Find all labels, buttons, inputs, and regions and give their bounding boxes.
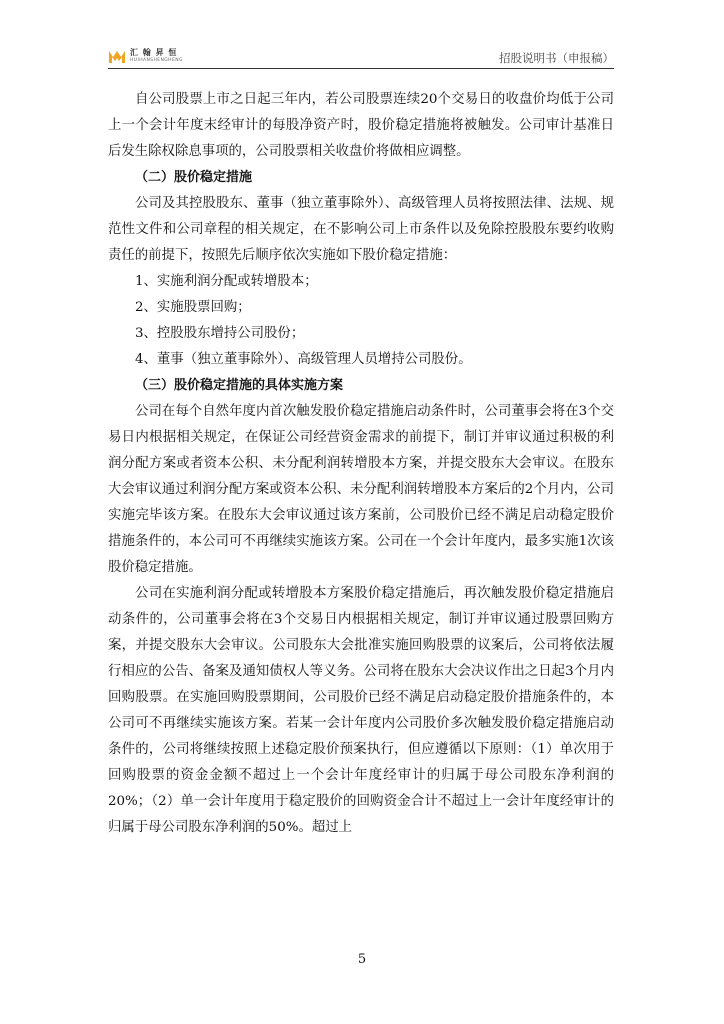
paragraph-profit-distribution: 公司在每个自然年度内首次触发股价稳定措施启动条件时，公司董事会将在3个交易日内根据相关规定，在保证公司经营资金需求的前提下，制订并审议通过积极的利润分配方案或者资本公积、未分配利润转增股本方案，并提交股东大会审议。在股东大会审议通过利润分配方案或资本公积、未分配利润转增股本方案后的2个月内，公司实施完毕该方案。在股东大会审议通过该方案前，公司股价已经不满足启动稳定股价措施条件的，本公司可不再继续实施该方案。公司在一个会计年度内，最多实施1次该股价稳定措施。 [108,404,614,575]
list-item: 2、实施股票回购； [135,300,251,315]
paragraph-share-repurchase: 公司在实施利润分配或转增股本方案股价稳定措施后，再次触发股价稳定措施启动条件的，公司董事会将在3个交易日内根据相关规定，制订并审议通过股票回购方案，并提交股东大会审议。公司股东大会批准实施回购股票的议案后，公司将依法履行相应的公告、备案及通知债权人等义务。公司将在股东大会决议作出之日起3个月内回购股票。在实施回购股票期间，公司股价已经不满足启动稳定股价措施条件的，本公司可不再继续实施该方案。若某一会计年度内公司股价多次触发股价稳定措施启动条件的，公司将继续按照上述稳定股价预案执行，但应遵循以下原则：（1）单次用于回购股票的资金金额不超过上一个会计年度经审计的归属于母公司股东净利润的20%；（2）单一会计年度用于稳定股价的回购资金合计不超过上一会计年度经审计的归属于母公司股东净利润的50%。超过上 [108,586,614,835]
list-item: 3、控股股东增持公司股份； [135,326,305,341]
page-number: 5 [357,952,367,967]
company-logo [108,44,183,68]
logo-name: 汇 翰 昇 恒 [130,47,178,57]
section-heading-3: （三）股价稳定措施的具体实施方案 [135,378,344,393]
paragraph-trigger-condition: 自公司股票上市之日起三年内，若公司股票连续20个交易日的收盘价均低于公司上一个会计年度末经审计的每股净资产时，股价稳定措施将被触发。公司审计基准日后发生除权除息事项的，公司股票相关收盘价将做相应调整。 [108,92,614,159]
logo-subtitle: HUIHANSHENGHENG [130,57,183,63]
paragraph-measures-intro: 公司及其控股股东、董事（独立董事除外）、高级管理人员将按照法律、法规、规范性文件和公司章程的相关规定，在不影响公司上市条件以及免除控股股东要约收购责任的前提下，按照先后顺序依次实施如下股价稳定措施： [108,196,614,263]
list-item: 1、实施利润分配或转增股本； [135,274,318,289]
list-item: 4、董事（独立董事除外）、高级管理人员增持公司股份。 [135,352,472,367]
page-header [108,44,614,68]
logo-mark-icon [108,48,126,64]
document-body [108,87,614,841]
section-heading-2: （二）股价稳定措施 [135,170,253,185]
header-divider [108,68,614,69]
document-title: 招股说明书（申报稿） [499,51,614,65]
